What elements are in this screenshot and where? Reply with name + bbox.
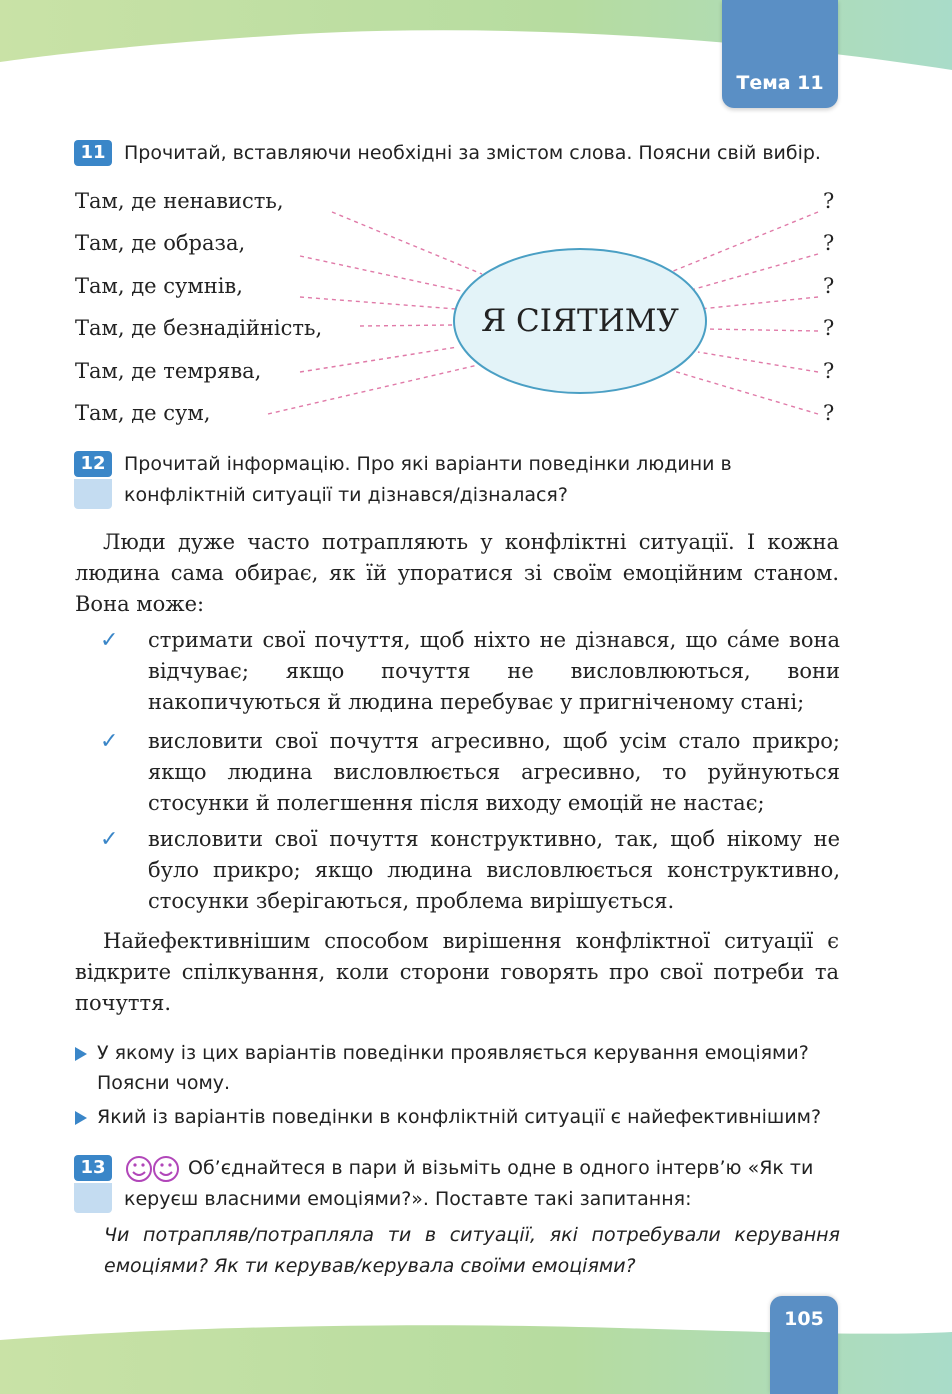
- check-icon: ✓: [100, 628, 119, 653]
- page-number-tab: [770, 1296, 838, 1394]
- poem-line: Там, де безнадійність,: [75, 316, 323, 340]
- option-text: стримати свої почуття, щоб ніхто не дізнався, що са́ме вона відчуває; якщо почуття не висловлюються, вони накопичуються й людина перебуває у пригніченому стані;: [148, 628, 840, 714]
- badge-tail: [74, 479, 112, 509]
- center-phrase: Я СІЯТИМУ: [481, 303, 679, 339]
- task-11-number: [74, 140, 112, 166]
- blank-question-mark: ?: [823, 231, 835, 255]
- poem-line: Там, де сум,: [75, 401, 211, 425]
- task-number-badge: 13: [74, 1155, 112, 1181]
- blank-question-mark: ?: [823, 401, 835, 425]
- question-text: У якому із цих варіантів поведінки проявляється керування емоціями? Поясни чому.: [97, 1042, 809, 1094]
- check-icon: ✓: [100, 827, 119, 852]
- badge-tail: [74, 1183, 112, 1213]
- option-text: висловити свої почуття агресивно, щоб усім стало прикро; якщо людина висловлюється агресивно, то руйнуються стосунки й полегшення після виходу емоцій не настає;: [148, 729, 840, 815]
- poem-line: Там, де ненависть,: [75, 189, 284, 213]
- task-number-badge: 12: [74, 451, 112, 477]
- topic-label: Тема 11: [736, 72, 824, 94]
- conclusion-paragraph: Найефективнішим способом вирішення конфліктної ситуації є відкрите спілкування, коли сторони говорять про свої потреби та почуття.: [75, 929, 839, 1015]
- interview-questions: Чи потрапляв/потрапляла ти в ситуації, які потребували керування емоціями? Як ти керував/керувала своїми емоціями?: [104, 1224, 840, 1277]
- blank-question-mark: ?: [823, 189, 835, 213]
- poem-line: Там, де темрява,: [75, 359, 262, 383]
- task-11-instruction: Прочитай, вставляючи необхідні за змістом слова. Поясни свій вибір.: [124, 142, 821, 164]
- question-text: Який із варіантів поведінки в конфліктній ситуації є найефективнішим?: [97, 1106, 822, 1128]
- option-text: висловити свої почуття конструктивно, так, щоб нікому не було прикро; якщо людина висловлюється конструктивно, стосунки зберігаються, проблема вирішується.: [148, 827, 840, 913]
- poem-line: Там, де образа,: [75, 231, 246, 255]
- task-12-instruction: Прочитай інформацію. Про які варіанти поведінки людини в конфліктній ситуації ти дізнався/дізналася?: [124, 453, 732, 506]
- triangle-bullet-icon: [75, 1047, 87, 1061]
- task-13-instruction: Об’єднайтеся в пари й візьміть одне в одного інтерв’ю «Як ти керуєш власними емоціями?». Поставте такі запитання:: [124, 1157, 814, 1210]
- check-icon: ✓: [100, 729, 119, 754]
- blank-question-mark: ?: [823, 316, 835, 340]
- intro-paragraph: Люди дуже часто потрапляють у конфліктні ситуації. І кожна людина сама обирає, як їй упоратися зі своїм емоційним станом. Вона може:: [75, 530, 839, 616]
- task-13-number: [74, 1155, 112, 1213]
- blank-question-mark: ?: [823, 359, 835, 383]
- blank-question-mark: ?: [823, 274, 835, 298]
- task-12-number: [74, 451, 112, 509]
- page-number: 105: [784, 1308, 824, 1330]
- triangle-bullet-icon: [75, 1111, 87, 1125]
- task-number-badge: 11: [74, 140, 112, 166]
- poem-line: Там, де сумнів,: [75, 274, 243, 298]
- topic-tab: [722, 0, 838, 108]
